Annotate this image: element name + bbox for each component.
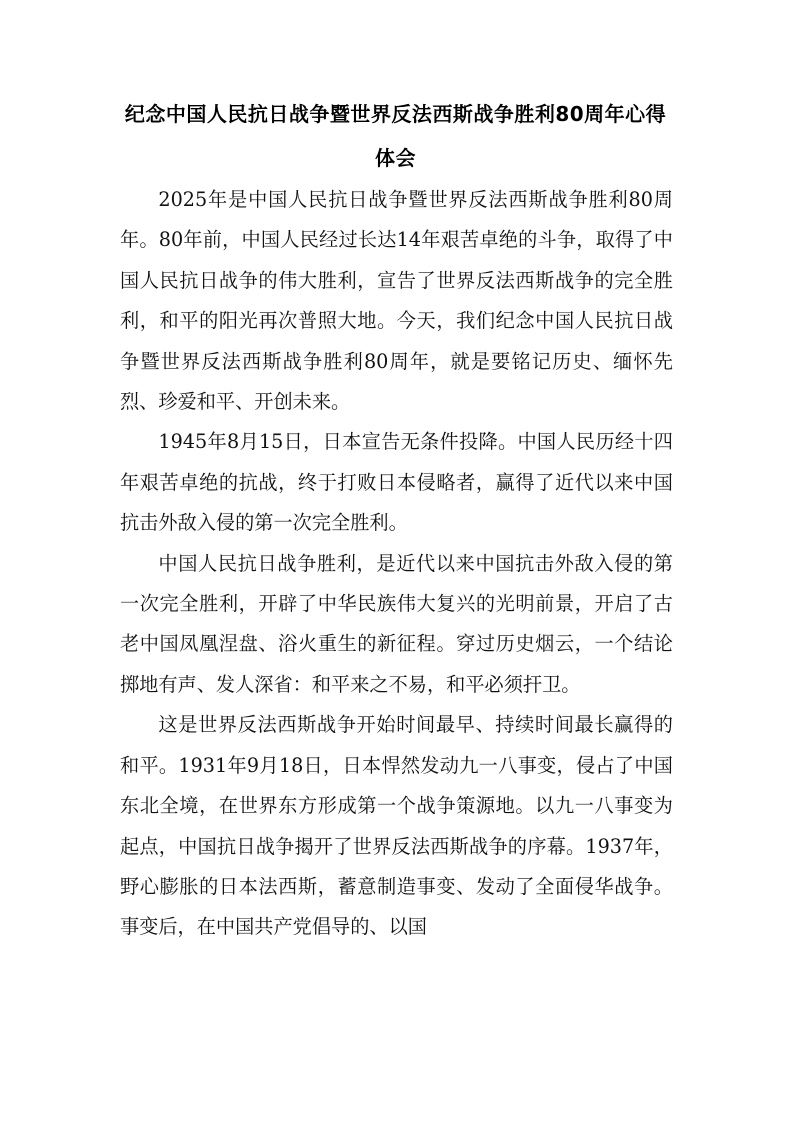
document-title: 纪念中国人民抗日战争暨世界反法西斯战争胜利80周年心得体会: [124, 102, 667, 170]
paragraph-4: 这是世界反法西斯战争开始时间最早、持续时间最长赢得的和平。1931年9月18日，日本悍然发动九一八事变，侵占了中国东北全境，在世界东方形成第一个战争策源地。以九一八事变为起点，中国抗日战争揭开了世界反法西斯战争的序幕。1937年，野心膨胀的日本法西斯，蓄意制造事变、发动了全面侵华战争。事变后，在中国共产党倡导的、以国: [120, 713, 673, 939]
paragraph-1: 2025年是中国人民抗日战争暨世界反法西斯战争胜利80周年。80年前，中国人民经过长达14年艰苦卓绝的斗争，取得了中国人民抗日战争的伟大胜利，宣告了世界反法西斯战争的完全胜利，和平的阳光再次普照大地。今天，我们纪念中国人民抗日战争暨世界反法西斯战争胜利80周年，就是要铭记历史、缅怀先烈、珍爱和平、开创未来。: [120, 188, 673, 414]
paragraph-3: 中国人民抗日战争胜利，是近代以来中国抗击外敌入侵的第一次完全胜利，开辟了中华民族伟大复兴的光明前景，开启了古老中国凤凰涅盘、浴火重生的新征程。穿过历史烟云，一个结论掷地有声、发人深省：和平来之不易，和平必须扞卫。: [120, 551, 673, 696]
paragraph-2: 1945年8月15日，日本宣告无条件投降。中国人民历经十四年艰苦卓绝的抗战，终于打败日本侵略者，赢得了近代以来中国抗击外敌入侵的第一次完全胜利。: [120, 430, 673, 535]
document-body: [120, 180, 673, 948]
